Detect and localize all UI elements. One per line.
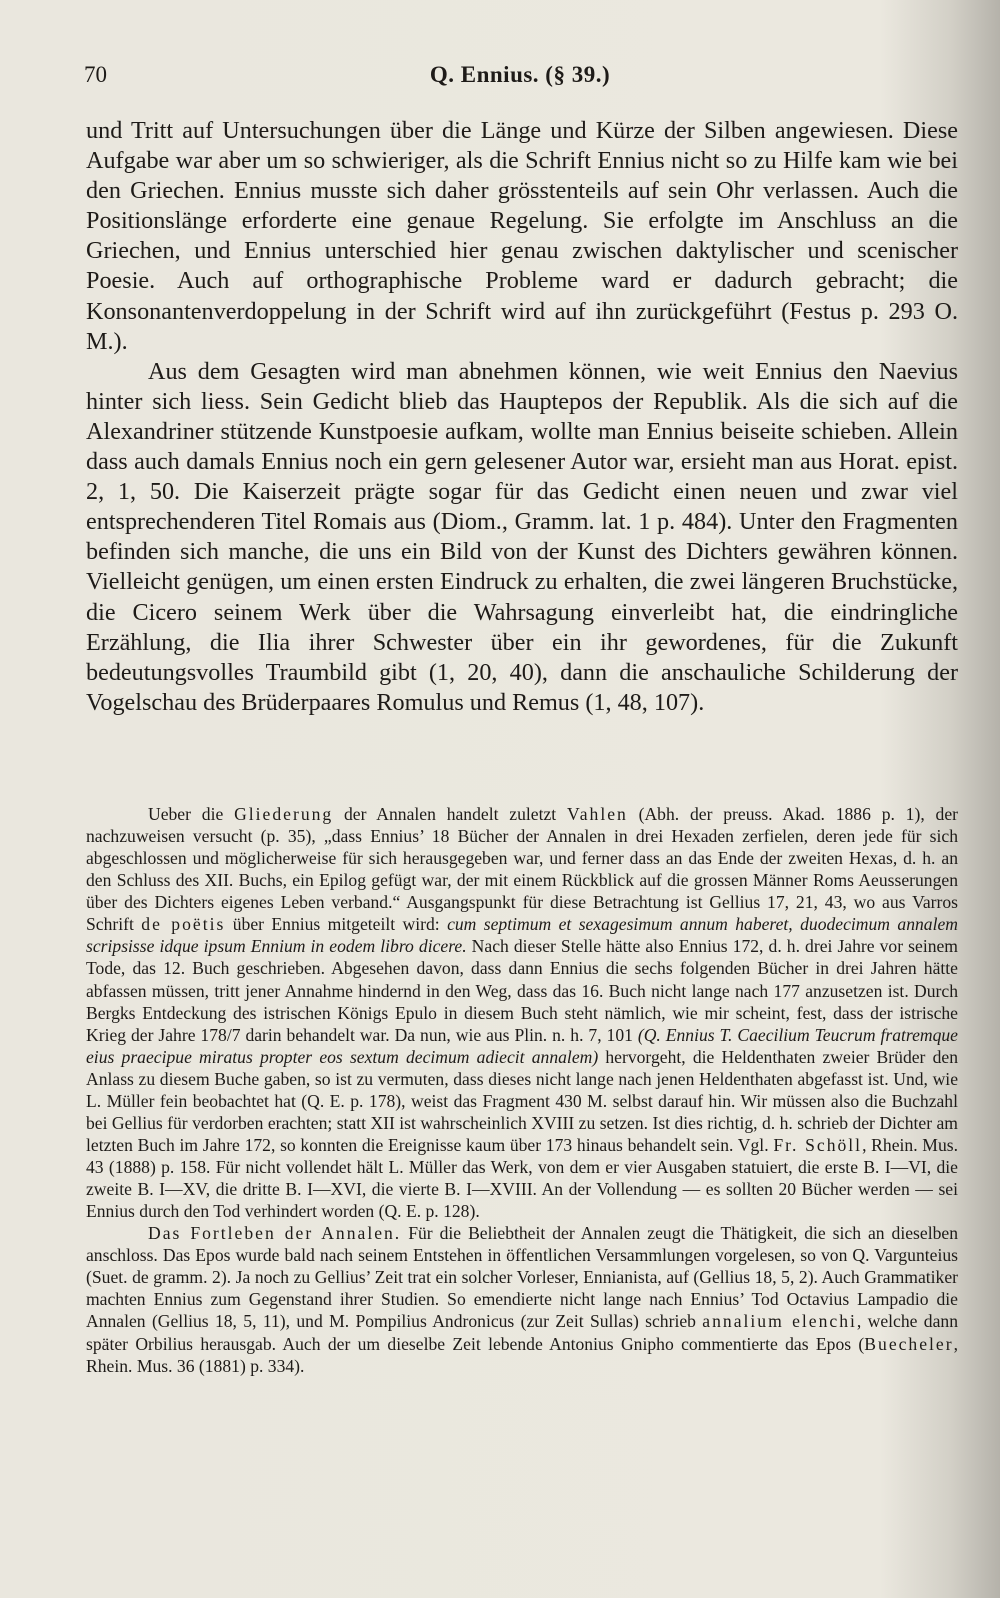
author-name: Fr. Schöll <box>773 1134 863 1155</box>
note-text: , Rhein. Mus. 43 (1888) p. 158. Für nicht vollendet hält L. Müller das Werk, von dem er vier Ausgaben statuiert, die erste B. I—VI, die zweite B. I—XV, die dritte B. I—XVI, die vierte B. I—XVIII. An der Vollendung — es sollten 20 Bücher werden — sei Ennius durch den Tod verhindert worden (Q. E. p. 128). <box>86 1134 958 1222</box>
note-paragraph-1 <box>86 803 958 1222</box>
spaced-term: annalium elenchi <box>702 1311 857 1332</box>
note-text: über Ennius mitgeteilt wird: <box>225 914 448 935</box>
author-name: Vahlen <box>566 804 628 824</box>
latin-quote: (Q. Ennius T. Caecilium Teucrum fratremque eius praecipue miratus propter eos sextum decimum adiecit annalem) <box>86 1024 958 1067</box>
page-header <box>84 62 956 92</box>
latin-quote: cum septimum et sexagesimum annum haberet, duodecimum annalem scripsisse idque ipsum Ennium in eodem libro dicere. <box>86 914 959 957</box>
note-paragraph-2 <box>86 1222 958 1376</box>
note-text: , welche dann später Orbilius herausgab. Auch der um dieselbe Zeit lebende Antonius Gnipho commentierte das Epos ( <box>86 1311 958 1354</box>
note-text: , Rhein. Mus. 36 (1881) p. 334). <box>86 1333 958 1376</box>
spaced-term: de poëtis <box>141 914 226 935</box>
spaced-term: Das Fortleben der Annalen. <box>148 1223 402 1244</box>
main-text <box>86 116 958 718</box>
page-number: 70 <box>84 62 107 87</box>
note-text: Ueber die <box>148 804 235 824</box>
note-text: der Annalen handelt zuletzt <box>333 804 567 824</box>
spaced-term: Gliederung <box>234 804 334 824</box>
note-text: (Abh. der preuss. Akad. 1886 p. 1), der nachzuweisen versucht (p. 35), „dass Ennius’ 18 Bücher der Annalen in drei Hexaden zerfielen, deren jede für sich abgeschlossen und möglicherweise für sich herausgegeben war, und ferner dass an das Ende der zweiten Hexas, d. h. an den Schluss des XII. Buchs, ein Epilog gefügt war, der mit einem Rückblick auf die grossen Männer Roms Aeusserungen über des Dichters eigenes Leben verband.“ Ausgangspunkt für diese Betrachtung ist Gellius 17, 21, 43, wo aus Varros Schrift <box>86 804 958 935</box>
note-text: Nach dieser Stelle hätte also Ennius 172, d. h. drei Jahre vor seinem Tode, das 12. Buch geschrieben. Abgesehen davon, dass dann Ennius die sechs folgenden Bücher in drei Jahren hätte abfassen müssen, tritt jener Annahme hindernd in den Weg, dass das 16. Buch nicht lange nach 177 anzusetzen ist. Durch Bergks Entdeckung des istrischen Königs Epulo in diesem Buch steht nämlich, wie mir scheint, fest, dass der istrische Krieg der Jahre 178/7 darin behandelt war. Da nun, wie aus Plin. n. h. 7, 101 <box>86 936 958 1045</box>
main-paragraph-2: Aus dem Gesagten wird man abnehmen können, wie weit Ennius den Naevius hinter sich liess. Sein Gedicht blieb das Hauptepos der Republik. Als die sich auf die Alexandriner stützende Kunstpoesie aufkam, wollte man Ennius beiseite schieben. Allein dass auch damals Ennius noch ein gern gelesener Autor war, ersieht man aus Horat. epist. 2, 1, 50. Die Kaiserzeit prägte sogar für das Gedicht einen neuen und zwar viel entsprechenderen Titel Romais aus (Diom., Gramm. lat. 1 p. 484). Unter den Fragmenten befinden sich manche, die uns ein Bild von der Kunst des Dichters gewähren können. Vielleicht genügen, um einen ersten Eindruck zu erhalten, die zwei längeren Bruchstücke, die Cicero seinem Werk über die Wahrsagung einverleibt hat, die eindringliche Erzählung, die Ilia ihrer Schwester über ein ihr gewordenes, für die Zukunft bedeutungsvolles Traumbild gibt (1, 20, 40), dann die anschauliche Schilderung der Vogelschau des Brüderpaares Romulus und Remus (1, 48, 107). <box>86 357 958 716</box>
note-text: Für die Beliebtheit der Annalen zeugt die Thätigkeit, die sich an dieselben anschloss. Das Epos wurde bald nach seinem Entstehen in öffentlichen Versammlungen vorgelesen, so von Q. Vargunteius (Suet. de gramm. 2). Ja noch zu Gellius’ Zeit trat ein solcher Vorleser, Ennianista, auf (Gellius 18, 5, 2). Auch Grammatiker machten Ennius zum Gegenstand ihrer Studien. So emendierte nicht lange nach Ennius’ Tod Octavius Lampadio die Annalen (Gellius 18, 5, 11), und M. Pompilius Andronicus (zur Zeit Sullas) schrieb <box>86 1223 959 1332</box>
main-paragraph-1: und Tritt auf Untersuchungen über die Länge und Kürze der Silben angewiesen. Diese Aufgabe war aber um so schwieriger, als die Schrift Ennius nicht so zu Hilfe kam wie bei den Griechen. Ennius musste sich daher grösstenteils auf sein Ohr verlassen. Auch die Positionslänge erforderte eine genaue Regelung. Sie erfolgte im Anschluss an die Griechen, und Ennius unterschied hier genau zwischen daktylischer und scenischer Poesie. Auch auf orthographische Probleme ward er dadurch gebracht; die Konsonantenverdoppelung in der Schrift wird auf ihn zurückgeführt (Festus p. 293 O. M.). <box>86 117 958 355</box>
note-text: hervorgeht, die Heldenthaten zweier Brüder den Anlass zu diesem Buche gaben, so ist zu vermuten, dass dieses nicht lange nach jenen Heldenthaten abgefasst ist. Und, wie L. Müller fein beobachtet hat (Q. E. p. 178), weist das Fragment 430 M. selbst darauf hin. Wir müssen also die Buchzahl bei Gellius für verdorben erachten; statt XII ist wahrscheinlich XVIII zu setzen. Ist dies richtig, d. h. schrieb der Dichter am letzten Buch im Jahre 172, so konnten die Ereignisse kaum über 173 hinaus behandelt sein. Vgl. <box>86 1046 958 1155</box>
author-name: Buecheler <box>864 1333 954 1354</box>
notes-section <box>86 803 958 1377</box>
running-title: Q. Ennius. (§ 39.) <box>429 62 611 87</box>
